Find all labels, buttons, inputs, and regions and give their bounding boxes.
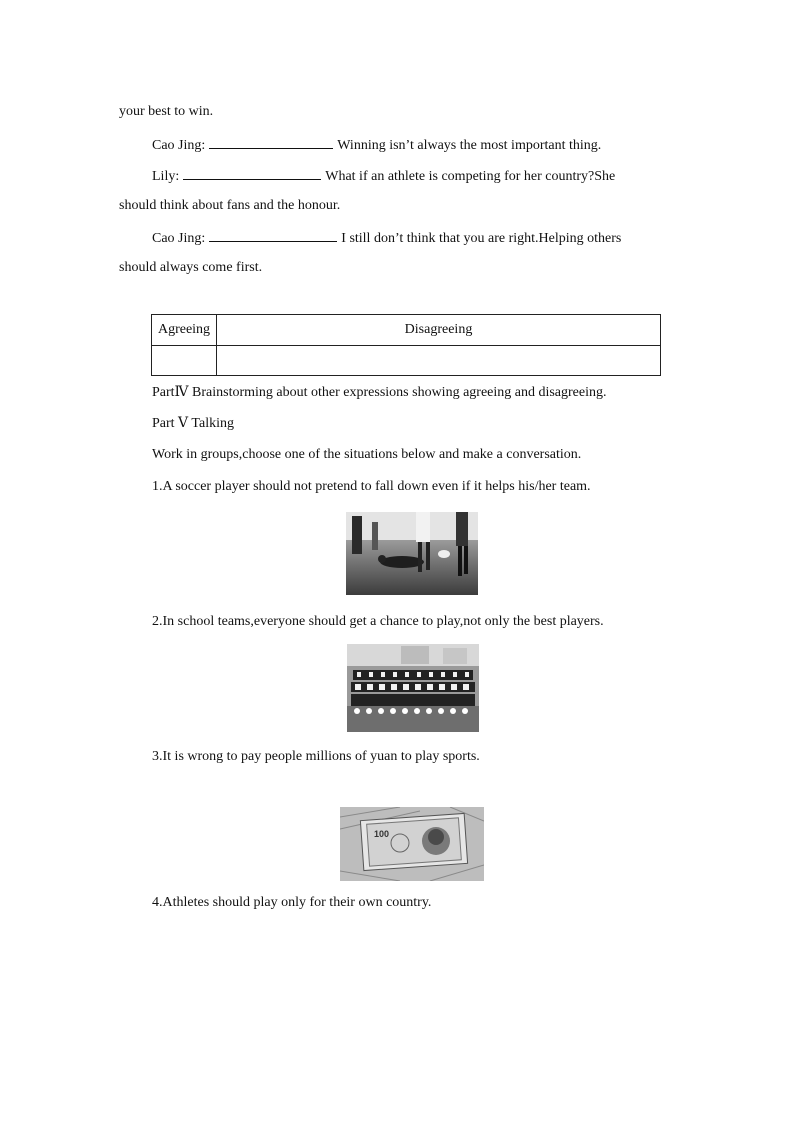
dialogue-line-2 [152, 135, 601, 155]
situation-3: 3.It is wrong to pay people millions of yuan to play sports. [152, 749, 480, 764]
soccer-photo [346, 512, 478, 595]
dialogue-line-6: should always come first. [119, 260, 263, 275]
answer-blank[interactable] [183, 166, 321, 180]
cell-disagreeing[interactable] [217, 346, 661, 376]
agree-disagree-table [151, 314, 661, 376]
dialogue-text: What if an athlete is competing for her country?She [325, 169, 616, 184]
team-photo [347, 644, 479, 732]
situation-1: 1.A soccer player should not pretend to fall down even if it helps his/her team. [152, 479, 591, 494]
speaker-cao-jing: Cao Jing: [152, 231, 206, 246]
situation-2: 2.In school teams,everyone should get a chance to play,not only the best players. [152, 614, 604, 629]
dialogue-line-4: should think about fans and the honour. [119, 198, 341, 213]
soccer-player-image [346, 512, 478, 595]
money-photo [340, 807, 484, 881]
school-team-image [347, 644, 479, 732]
part-5-heading: Part Ⅴ Talking [152, 416, 234, 431]
banknote-value: 100 [374, 829, 390, 839]
part-4-heading: PartⅣ Brainstorming about other expressions showing agreeing and disagreeing. [152, 385, 607, 400]
speaker-lily: Lily: [152, 169, 180, 184]
dialogue-text: I still don’t think that you are right.Helping others [341, 231, 622, 246]
header-agreeing: Agreeing [152, 315, 217, 346]
situation-4: 4.Athletes should play only for their own country. [152, 895, 432, 910]
instruction-text: Work in groups,choose one of the situations below and make a conversation. [152, 447, 582, 462]
header-disagreeing: Disagreeing [217, 315, 661, 346]
dialogue-line-1: your best to win. [119, 104, 214, 119]
dialogue-line-5 [152, 228, 621, 248]
answer-blank[interactable] [209, 228, 337, 242]
cell-agreeing[interactable] [152, 346, 217, 376]
dialogue-text: Winning isn’t always the most important thing. [337, 138, 602, 153]
dialogue-line-3 [152, 166, 615, 186]
banknotes-image [340, 807, 484, 881]
speaker-cao-jing: Cao Jing: [152, 138, 206, 153]
answer-blank[interactable] [209, 135, 333, 149]
